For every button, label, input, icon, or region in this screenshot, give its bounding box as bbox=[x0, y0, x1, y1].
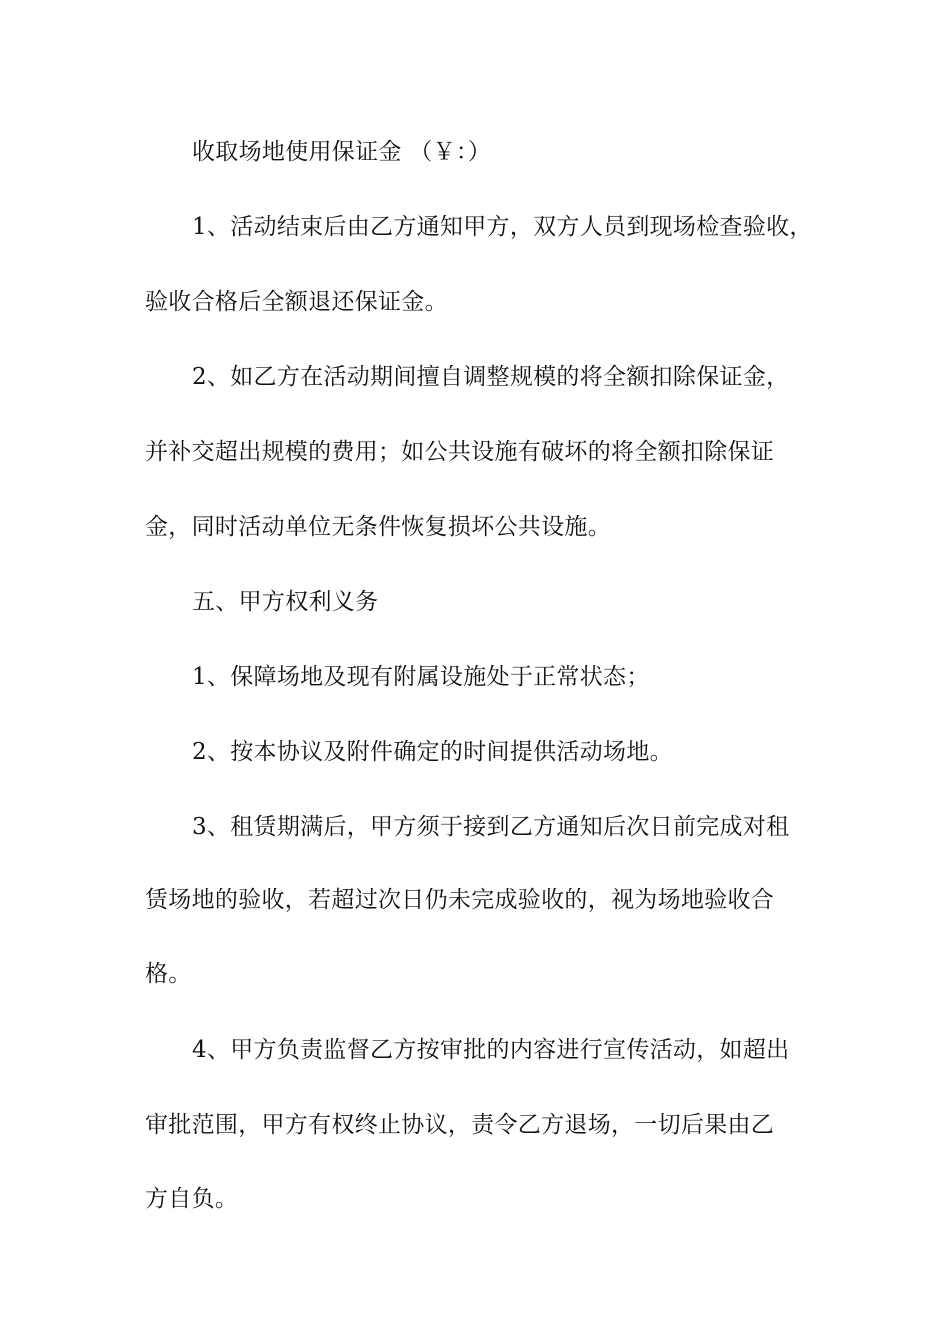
duty-4-line-3: 方自负。 bbox=[145, 1186, 239, 1212]
section-heading-party-a: 五、甲方权利义务 bbox=[192, 589, 379, 615]
clause-1-line-1: 1、活动结束后由乙方通知甲方，双方人员到现场检查验收， bbox=[192, 214, 813, 240]
clause-2-line-3: 金，同时活动单位无条件恢复损坏公共设施。 bbox=[145, 514, 611, 540]
clause-1-line-2: 验收合格后全额退还保证金。 bbox=[145, 289, 448, 315]
clause-2-line-2: 并补交超出规模的费用；如公共设施有破坏的将全额扣除保证 bbox=[145, 439, 775, 465]
duty-3-line-2: 赁场地的验收，若超过次日仍未完成验收的，视为场地验收合 bbox=[145, 887, 775, 913]
duty-3-line-3: 格。 bbox=[145, 961, 192, 987]
clause-2-line-1: 2、如乙方在活动期间擅自调整规模的将全额扣除保证金， bbox=[192, 364, 790, 390]
duty-4-line-2: 审批范围，甲方有权终止协议，责令乙方退场，一切后果由乙 bbox=[145, 1112, 775, 1138]
duty-4-line-1: 4、甲方负责监督乙方按审批的内容进行宣传活动，如超出 bbox=[192, 1037, 790, 1063]
duty-1: 1、保障场地及现有附属设施处于正常状态； bbox=[192, 664, 650, 690]
deposit-heading: 收取场地使用保证金 （￥：） bbox=[192, 139, 492, 165]
duty-3-line-1: 3、租赁期满后，甲方须于接到乙方通知后次日前完成对租 bbox=[192, 814, 790, 840]
duty-2: 2、按本协议及附件确定的时间提供活动场地。 bbox=[192, 739, 673, 765]
